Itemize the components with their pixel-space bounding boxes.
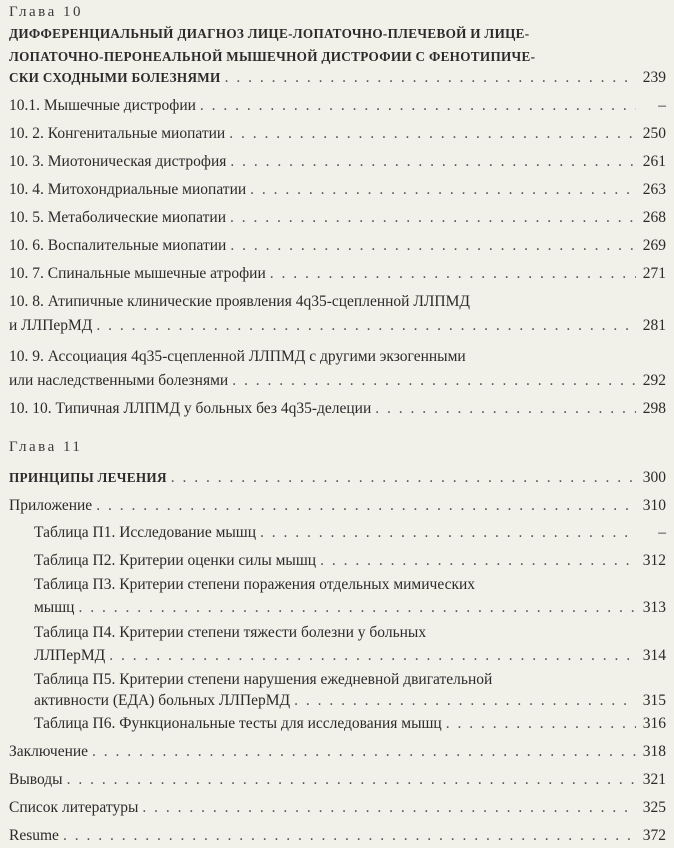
chapter-title-line: ЛОПАТОЧНО-ПЕРОНЕАЛЬНОЙ МЫШЕЧНОЙ ДИСТРОФИИ С ФЕНОТИПИЧЕ- bbox=[9, 49, 536, 64]
page-number: 310 bbox=[642, 497, 666, 514]
entry-title: Приложение bbox=[9, 497, 93, 514]
page-number: 271 bbox=[642, 265, 666, 282]
toc-entry[interactable] bbox=[34, 690, 666, 712]
page-number: 261 bbox=[642, 153, 666, 170]
dot-leader bbox=[230, 235, 636, 257]
dot-leader bbox=[200, 95, 636, 117]
toc-entry[interactable] bbox=[9, 769, 666, 791]
chapter-title-line: СКИ СХОДНЫМИ БОЛЕЗНЯМИ bbox=[9, 70, 221, 85]
entry-title: Таблица П1. Исследование мышц bbox=[34, 524, 257, 541]
chapter-title-line: ДИФФЕРЕНЦИАЛЬНЫЙ ДИАГНОЗ ЛИЦЕ-ЛОПАТОЧНО-ПЛЕЧЕВОЙ И ЛИЦЕ- bbox=[9, 26, 530, 41]
toc-entry[interactable] bbox=[9, 151, 666, 173]
entry-title: мышц bbox=[34, 599, 75, 616]
entry-title: ЛЛПерМД bbox=[34, 647, 106, 664]
toc-entry[interactable] bbox=[34, 645, 666, 667]
page-number: 250 bbox=[642, 125, 666, 142]
page-number: 298 bbox=[642, 400, 666, 417]
dot-leader bbox=[230, 207, 636, 229]
entry-title: 10. 4. Митохондриальные миопатии bbox=[9, 181, 247, 198]
dot-leader bbox=[142, 797, 636, 819]
toc-entry[interactable] bbox=[9, 207, 666, 229]
dot-leader bbox=[171, 467, 636, 489]
toc-entry[interactable] bbox=[9, 95, 666, 117]
entry-title: Выводы bbox=[9, 771, 63, 788]
toc-entry[interactable] bbox=[9, 495, 666, 517]
toc-entry[interactable] bbox=[9, 370, 666, 392]
page-number: 269 bbox=[642, 237, 666, 254]
page-number: 281 bbox=[642, 317, 666, 334]
toc-entry[interactable] bbox=[34, 713, 666, 735]
dot-leader bbox=[96, 495, 636, 517]
entry-title: Список литературы bbox=[9, 799, 139, 816]
entry-title-line[interactable]: 10. 8. Атипичные клинические проявления 4q35-сцепленной ЛЛПМД bbox=[9, 293, 470, 310]
toc-entry[interactable] bbox=[34, 522, 666, 544]
entry-title-line[interactable]: Таблица П4. Критерии степени тяжести болезни у больных bbox=[34, 624, 427, 641]
dot-leader bbox=[67, 769, 636, 791]
toc-entry[interactable] bbox=[9, 235, 666, 257]
toc-entry[interactable] bbox=[9, 123, 666, 145]
dot-leader bbox=[250, 179, 636, 201]
page-number: 268 bbox=[642, 209, 666, 226]
dot-leader bbox=[63, 825, 636, 847]
entry-title: Таблица П6. Функциональные тесты для исследования мышц bbox=[34, 715, 442, 732]
entry-title: Resume bbox=[9, 827, 59, 844]
dot-leader bbox=[109, 645, 636, 667]
dot-leader bbox=[92, 741, 636, 763]
chapter-heading: Глава 11 bbox=[9, 439, 83, 455]
entry-title: или наследственными болезнями bbox=[9, 372, 229, 389]
entry-title: Таблица П2. Критерии оценки силы мышц bbox=[34, 552, 317, 569]
toc-entry[interactable] bbox=[34, 597, 666, 619]
dot-leader bbox=[375, 398, 636, 420]
entry-title: Заключение bbox=[9, 743, 89, 760]
entry-title: 10. 3. Миотоническая дистрофия bbox=[9, 153, 227, 170]
dot-leader bbox=[260, 522, 636, 544]
toc-entry[interactable] bbox=[9, 741, 666, 763]
chapter-heading: Глава 10 bbox=[9, 4, 83, 20]
page-number: 314 bbox=[642, 647, 666, 664]
page-number: 239 bbox=[642, 69, 666, 86]
page-number: 313 bbox=[642, 599, 666, 616]
page-number: – bbox=[658, 97, 666, 114]
page-number: 325 bbox=[642, 799, 666, 816]
page-number: – bbox=[658, 524, 666, 541]
toc-entry[interactable] bbox=[9, 467, 666, 489]
toc-entry[interactable] bbox=[9, 179, 666, 201]
page-number: 263 bbox=[642, 181, 666, 198]
entry-title: активности (ЕДА) больных ЛЛПерМД bbox=[34, 692, 291, 709]
entry-title-line[interactable]: 10. 9. Ассоциация 4q35-сцепленной ЛЛПМД с другими экзогенными bbox=[9, 348, 466, 365]
page-number: 292 bbox=[642, 372, 666, 389]
entry-title: 10. 6. Воспалительные миопатии bbox=[9, 237, 227, 254]
dot-leader bbox=[96, 315, 636, 337]
page-number: 312 bbox=[642, 552, 666, 569]
dot-leader bbox=[270, 263, 636, 285]
page-number: 315 bbox=[642, 692, 666, 709]
toc-entry[interactable] bbox=[9, 315, 666, 337]
dot-leader bbox=[229, 123, 636, 145]
toc-entry[interactable] bbox=[34, 550, 666, 572]
page-number: 372 bbox=[642, 827, 666, 844]
dot-leader bbox=[320, 550, 636, 572]
chapter-title: ПРИНЦИПЫ ЛЕЧЕНИЯ bbox=[9, 470, 167, 485]
toc-entry[interactable] bbox=[9, 797, 666, 819]
entry-title: 10.1. Мышечные дистрофии bbox=[9, 97, 196, 114]
entry-title-line[interactable]: Таблица П3. Критерии степени поражения отдельных мимических bbox=[34, 576, 476, 593]
toc-entry[interactable] bbox=[9, 263, 666, 285]
dot-leader bbox=[78, 597, 636, 619]
page-number: 321 bbox=[642, 771, 666, 788]
page-number: 318 bbox=[642, 743, 666, 760]
toc-entry[interactable] bbox=[9, 825, 666, 847]
page-number: 300 bbox=[642, 469, 666, 486]
toc-entry[interactable] bbox=[9, 67, 666, 89]
dot-leader bbox=[232, 370, 636, 392]
entry-title: 10. 5. Метаболические миопатии bbox=[9, 209, 227, 226]
page-number: 316 bbox=[642, 715, 666, 732]
dot-leader bbox=[446, 713, 636, 735]
dot-leader bbox=[294, 690, 636, 712]
dot-leader bbox=[225, 67, 636, 89]
toc-entry[interactable] bbox=[9, 398, 666, 420]
entry-title-line[interactable]: Таблица П5. Критерии степени нарушения ежедневной двигательной bbox=[34, 671, 493, 688]
dot-leader bbox=[230, 151, 636, 173]
entry-title: 10. 10. Типичная ЛЛПМД у больных без 4q35-делеции bbox=[9, 400, 372, 417]
entry-title: 10. 2. Конгенитальные миопатии bbox=[9, 125, 226, 142]
entry-title: 10. 7. Спинальные мышечные атрофии bbox=[9, 265, 266, 282]
entry-title: и ЛЛПерМД bbox=[9, 317, 93, 334]
